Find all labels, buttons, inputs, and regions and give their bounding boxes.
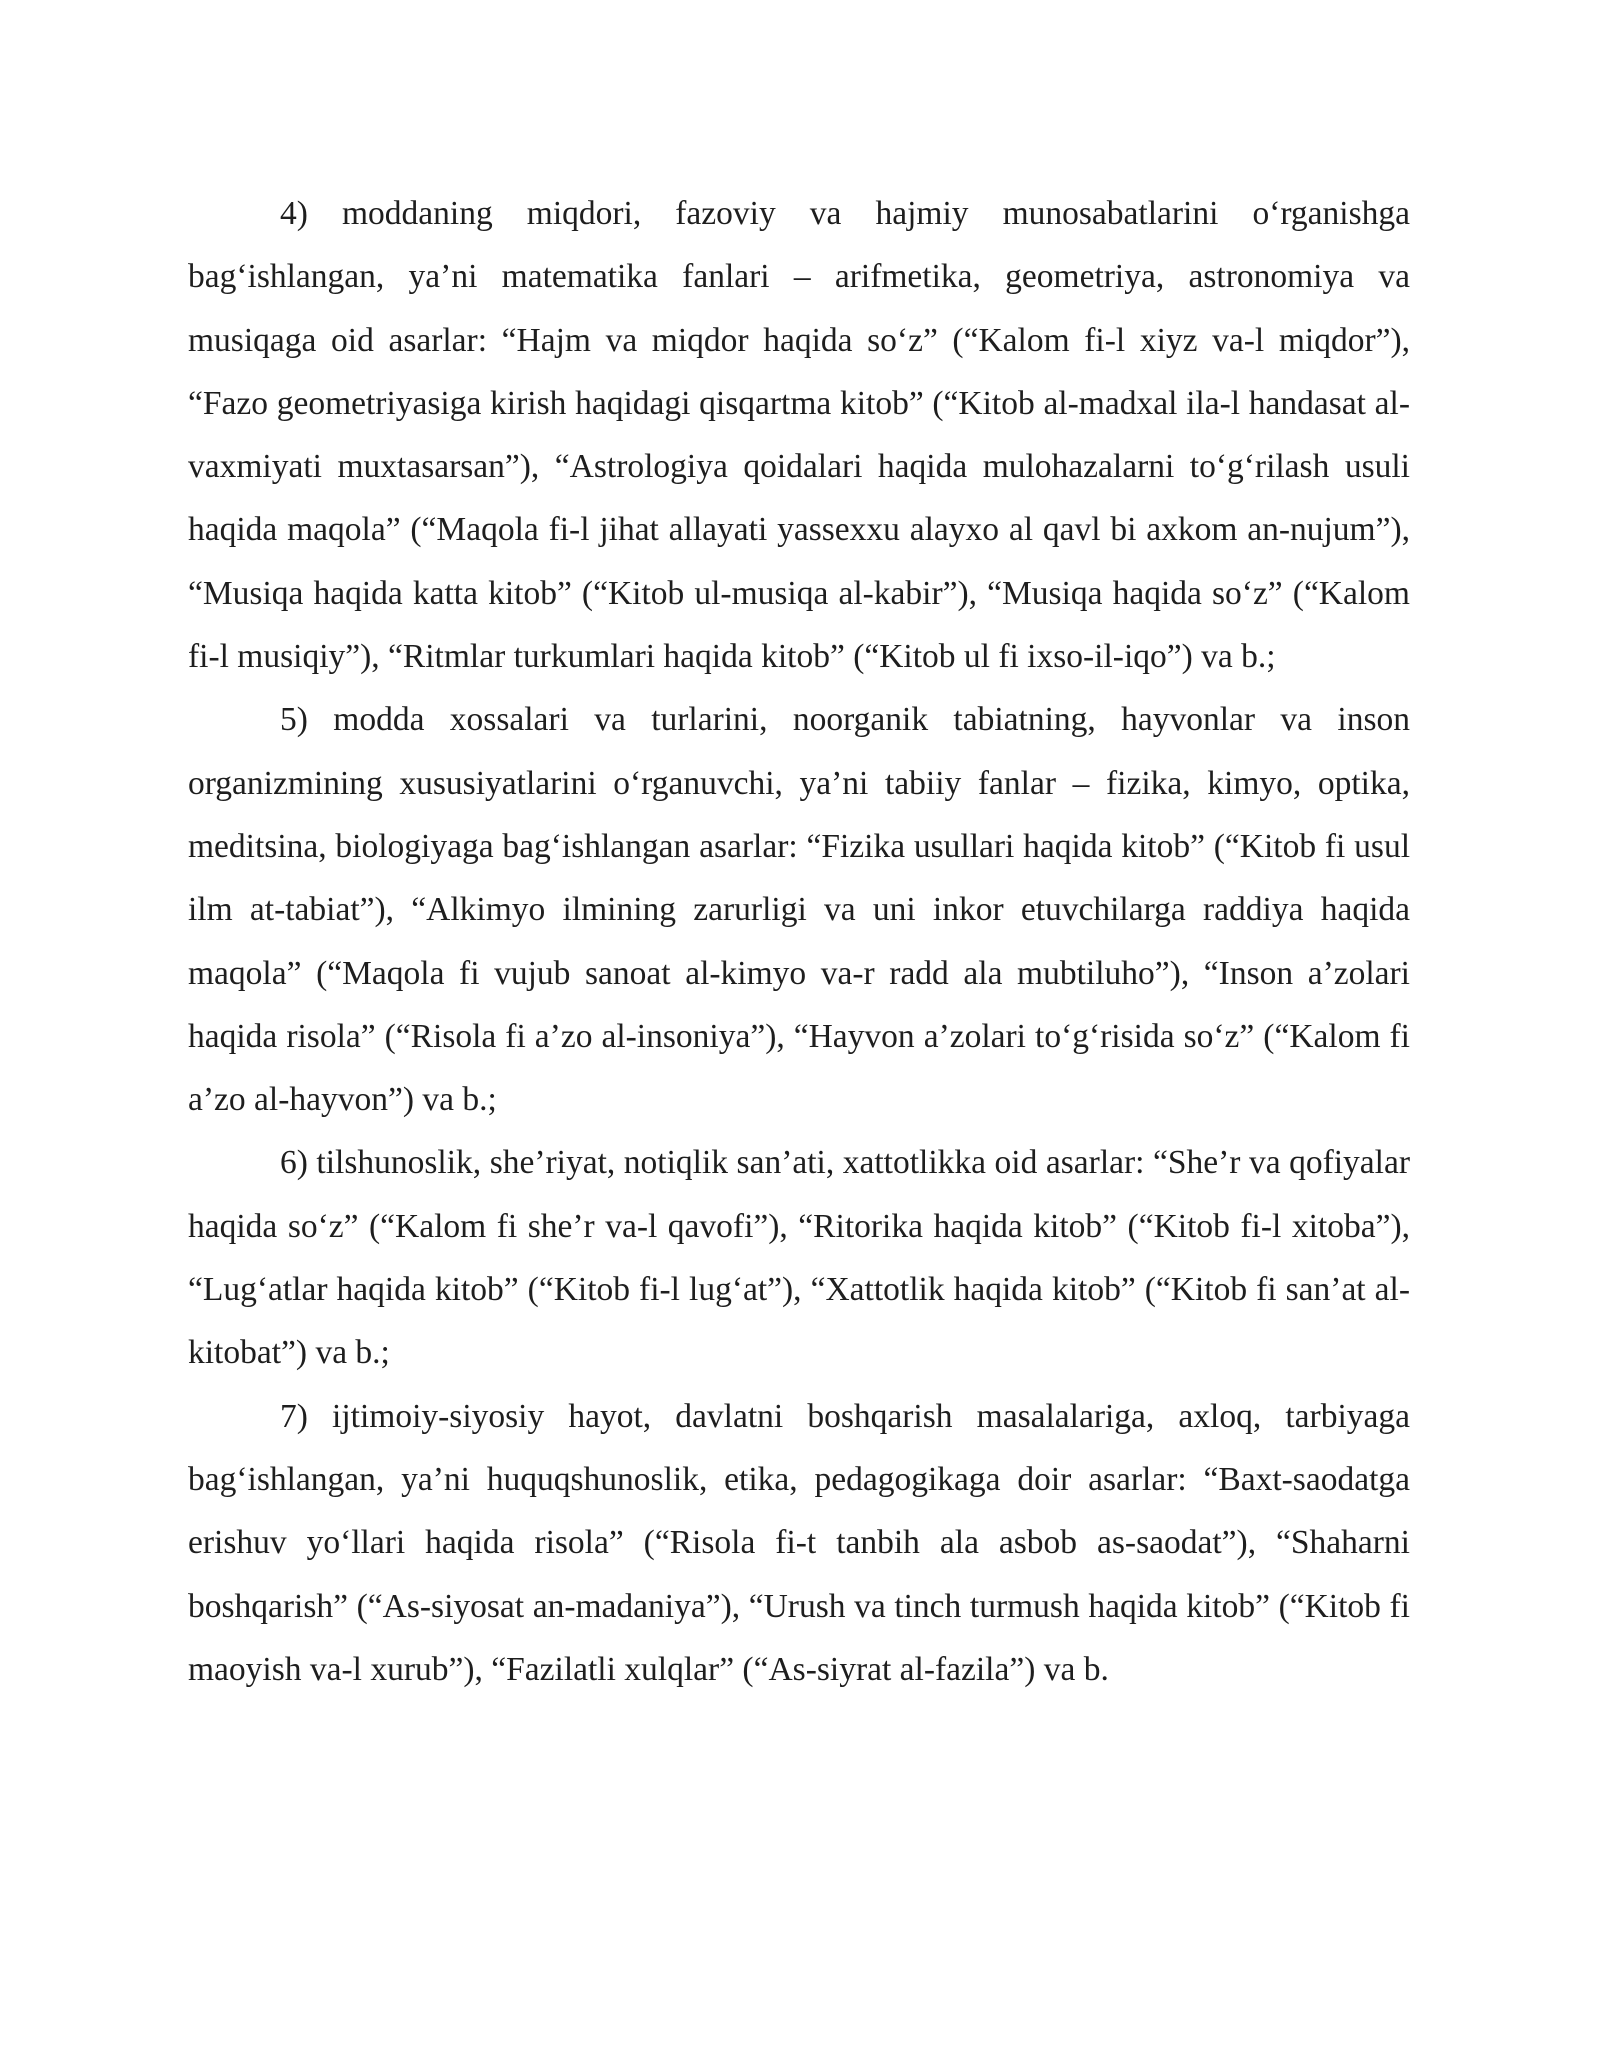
- paragraph-7-social-political: 7) ijtimoiy-siyosiy hayot, davlatni boshqarish masalalariga, axloq, tarbiyaga bag‘ishlangan, ya’ni huquqshunoslik, etika, pedagogikaga doir asarlar: “Baxt-saodatga erishuv yo‘llari haqida risola” (“Risola fi-t tanbih ala asbob as-saodat”), “Shaharni boshqarish” (“As-siyosat an-madaniya”), “Urush va tinch turmush haqida kitob” (“Kitob fi maoyish va-l xurub”), “Fazilatli xulqlar” (“As-siyrat al-fazila”) va b.: [188, 1397, 1410, 1688]
- paragraph-6-linguistics: 6) tilshunoslik, she’riyat, notiqlik san’ati, xattotlikka oid asarlar: “She’r va qofiyalar haqida so‘z” (“Kalom fi she’r va-l qavofi”), “Ritorika haqida kitob” (“Kitob fi-l xitoba”), “Lug‘atlar haqida kitob” (“Kitob fi-l lug‘at”), “Xattotlik haqida kitob” (“Kitob fi san’at al-kitobat”) va b.;: [188, 1144, 1410, 1372]
- document-body: [188, 182, 1410, 1701]
- paragraph-4-mathematics: 4) moddaning miqdori, fazoviy va hajmiy munosabatlarini o‘rganishga bag‘ishlangan, ya’ni matematika fanlari – arifmetika, geometriya, astronomiya va musiqaga oid asarlar: “Hajm va miqdor haqida so‘z” (“Kalom fi-l xiyz va-l miqdor”), “Fazo geometriyasiga kirish haqidagi qisqartma kitob” (“Kitob al-madxal ila-l handasat al-vaxmiyati muxtasarsan”), “Astrologiya qoidalari haqida mulohazalarni to‘g‘rilash usuli haqida maqola” (“Maqola fi-l jihat allayati yassexxu alayxo al qavl bi axkom an-nujum”), “Musiqa haqida katta kitob” (“Kitob ul-musiqa al-kabir”), “Musiqa haqida so‘z” (“Kalom fi-l musiqiy”), “Ritmlar turkumlari haqida kitob” (“Kitob ul fi ixso-il-iqo”) va b.;: [188, 195, 1410, 676]
- paragraph-5-natural-sciences: 5) modda xossalari va turlarini, noorganik tabiatning, hayvonlar va inson organizmining xususiyatlarini o‘rganuvchi, ya’ni tabiiy fanlar – fizika, kimyo, optika, meditsina, biologiyaga bag‘ishlangan asarlar: “Fizika usullari haqida kitob” (“Kitob fi usul ilm at-tabiat”), “Alkimyo ilmining zarurligi va uni inkor etuvchilarga raddiya haqida maqola” (“Maqola fi vujub sanoat al-kimyo va-r radd ala mubtiluho”), “Inson a’zolari haqida risola” (“Risola fi a’zo al-insoniya”), “Hayvon a’zolari to‘g‘risida so‘z” (“Kalom fi a’zo al-hayvon”) va b.;: [188, 701, 1410, 1119]
